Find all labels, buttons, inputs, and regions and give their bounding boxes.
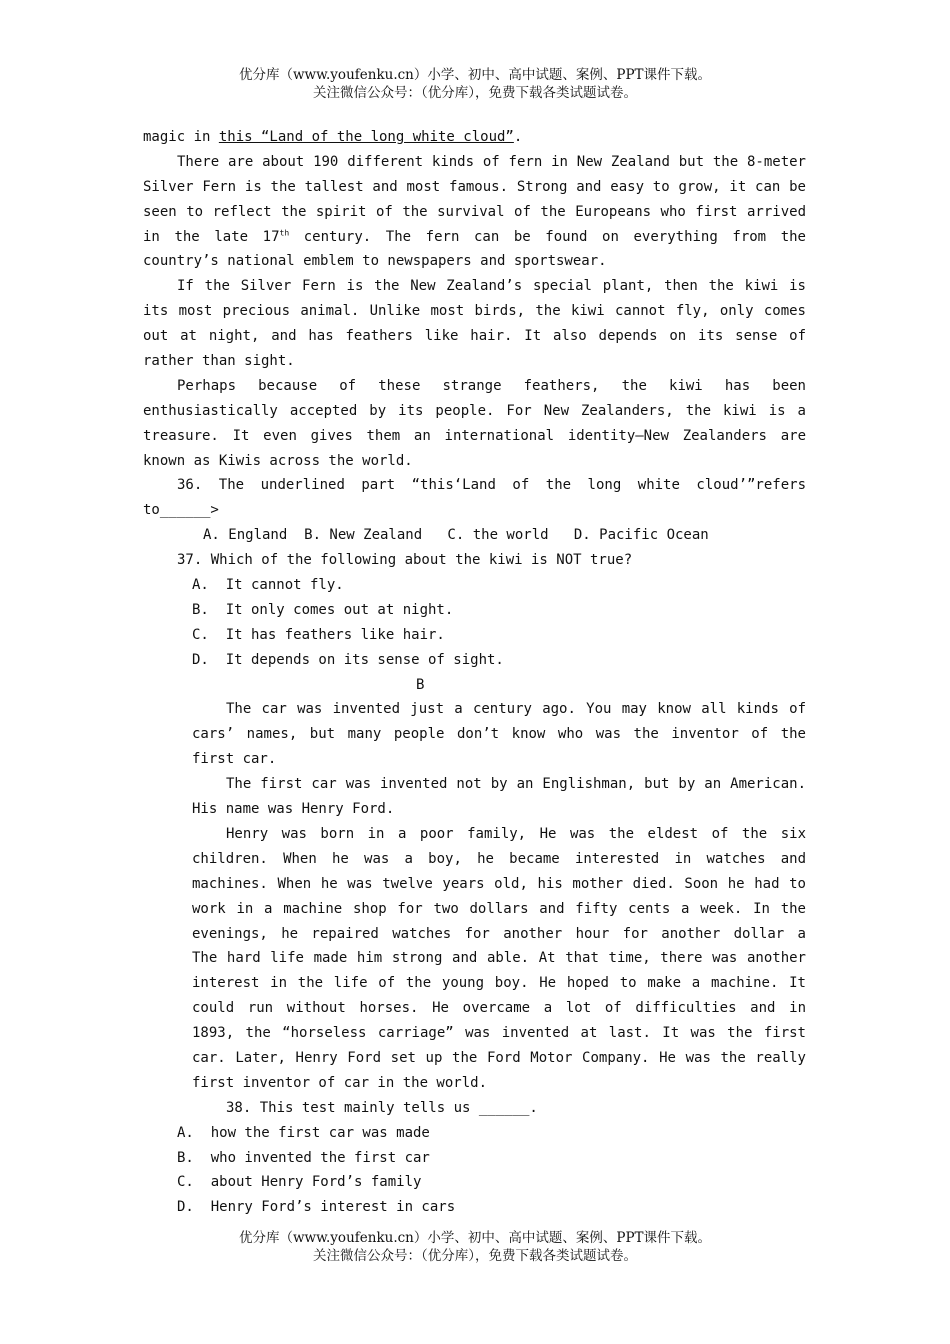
question-37-option-b: B. It only comes out at night. <box>192 601 454 618</box>
paragraph-line: first inventor of car in the world. <box>192 1074 488 1091</box>
paragraph-line: If the Silver Fern is the New Zealand’s special plant, then the kiwi is <box>177 278 806 295</box>
paragraph-line: car. Later, Henry Ford set up the Ford Motor Company. He was the really <box>192 1049 806 1066</box>
header-line-2: 关注微信公众号：（优分库），免费下载各类试题试卷。 <box>313 85 637 101</box>
paragraph-line: interest in the life of the young boy. He hoped to make a machine. It <box>192 975 806 992</box>
paragraph-line: country’s national emblem to newspapers and sportswear. <box>143 253 607 270</box>
question-38-option-b: B. who invented the first car <box>177 1149 430 1166</box>
question-38-option-d: D. Henry Ford’s interest in cars <box>177 1199 456 1216</box>
underlined-phrase: this “Land of the long white cloud” <box>218 129 514 145</box>
footer-line-1: 优分库（www.youfenku.cn）小学、初中、高中试题、案例、PPT课件下载。 <box>238 1230 712 1246</box>
paragraph-line: cars’ names, but many people don’t know who was the inventor of the <box>192 726 806 743</box>
paragraph-line: work in a machine shop for two dollars and fifty cents a week. In the <box>192 900 806 917</box>
question-37-option-c: C. It has feathers like hair. <box>192 626 445 643</box>
paragraph-line: There are about 190 different kinds of fern in New Zealand but the 8-meter <box>177 153 806 170</box>
question-37-option-a: A. It cannot fly. <box>192 577 344 594</box>
question-36-options: A. England B. New Zealand C. the world D. Pacific Ocean <box>203 527 709 544</box>
section-b-heading: B <box>416 676 425 693</box>
superscript-th: th <box>279 227 290 237</box>
page-footer <box>0 1229 950 1265</box>
question-36-stem: 36. The underlined part “this‘Land of the long white cloud’”refers <box>177 477 806 494</box>
paragraph-line: first car. <box>192 751 277 768</box>
passage-a-line: magic in this “Land of the long white cloud”. <box>143 129 523 145</box>
paragraph-line: The car was invented just a century ago. You may know all kinds of <box>226 701 806 718</box>
paragraph-line: machines. When he was twelve years old, his mother died. Soon he had to <box>192 875 806 892</box>
question-37-stem: 37. Which of the following about the kiwi is NOT true? <box>177 552 633 569</box>
paragraph-line: rather than sight. <box>143 353 295 370</box>
paragraph-line: Silver Fern is the tallest and most famous. Strong and easy to grow, it can be <box>143 178 806 195</box>
paragraph-line: out at night, and has feathers like hair. It also depends on its sense of <box>143 328 806 345</box>
page-header <box>0 66 950 102</box>
document-body <box>143 125 806 1220</box>
paragraph-line: could run without horses. He overcame a lot of difficulties and in <box>192 1000 806 1017</box>
paragraph-line: its most precious animal. Unlike most birds, the kiwi cannot fly, only comes <box>143 303 806 320</box>
header-line-1: 优分库（www.youfenku.cn）小学、初中、高中试题、案例、PPT课件下载。 <box>238 67 712 83</box>
paragraph-line: seen to reflect the spirit of the survival of the Europeans who first arrived <box>143 203 806 220</box>
question-37-option-d: D. It depends on its sense of sight. <box>192 651 504 668</box>
question-38-stem: 38. This test mainly tells us ______. <box>226 1099 538 1116</box>
paragraph-line: 1893, the “horseless carriage” was invented at last. It was the first <box>192 1025 806 1042</box>
paragraph-line: enthusiastically accepted by its people. For New Zealanders, the kiwi is a <box>143 402 806 419</box>
paragraph-line: children. When he was a boy, he became interested in watches and <box>192 850 806 867</box>
paragraph-line: The first car was invented not by an Englishman, but by an American. <box>226 776 806 793</box>
paragraph-line: in the late 17th century. The fern can be found on everything from the <box>143 227 806 245</box>
question-38-option-a: A. how the first car was made <box>177 1124 430 1141</box>
paragraph-line: Perhaps because of these strange feathers, the kiwi has been <box>177 377 806 394</box>
paragraph-line: His name was Henry Ford. <box>192 801 395 818</box>
paragraph-line: Henry was born in a poor family, He was the eldest of the six <box>226 825 806 842</box>
paragraph-line: treasure. It even gives them an international identity—New Zealanders are <box>143 427 806 444</box>
question-36-stem-cont: to______> <box>143 502 219 519</box>
section-b-passage <box>143 697 806 1120</box>
paragraph-line: evenings, he repaired watches for another hour for another dollar a <box>192 925 806 942</box>
paragraph-line: The hard life made him strong and able. At that time, there was another <box>192 950 806 967</box>
paragraph-line: known as Kiwis across the world. <box>143 452 413 469</box>
footer-line-2: 关注微信公众号：（优分库），免费下载各类试题试卷。 <box>313 1248 637 1264</box>
question-38-option-c: C. about Henry Ford’s family <box>177 1174 422 1191</box>
